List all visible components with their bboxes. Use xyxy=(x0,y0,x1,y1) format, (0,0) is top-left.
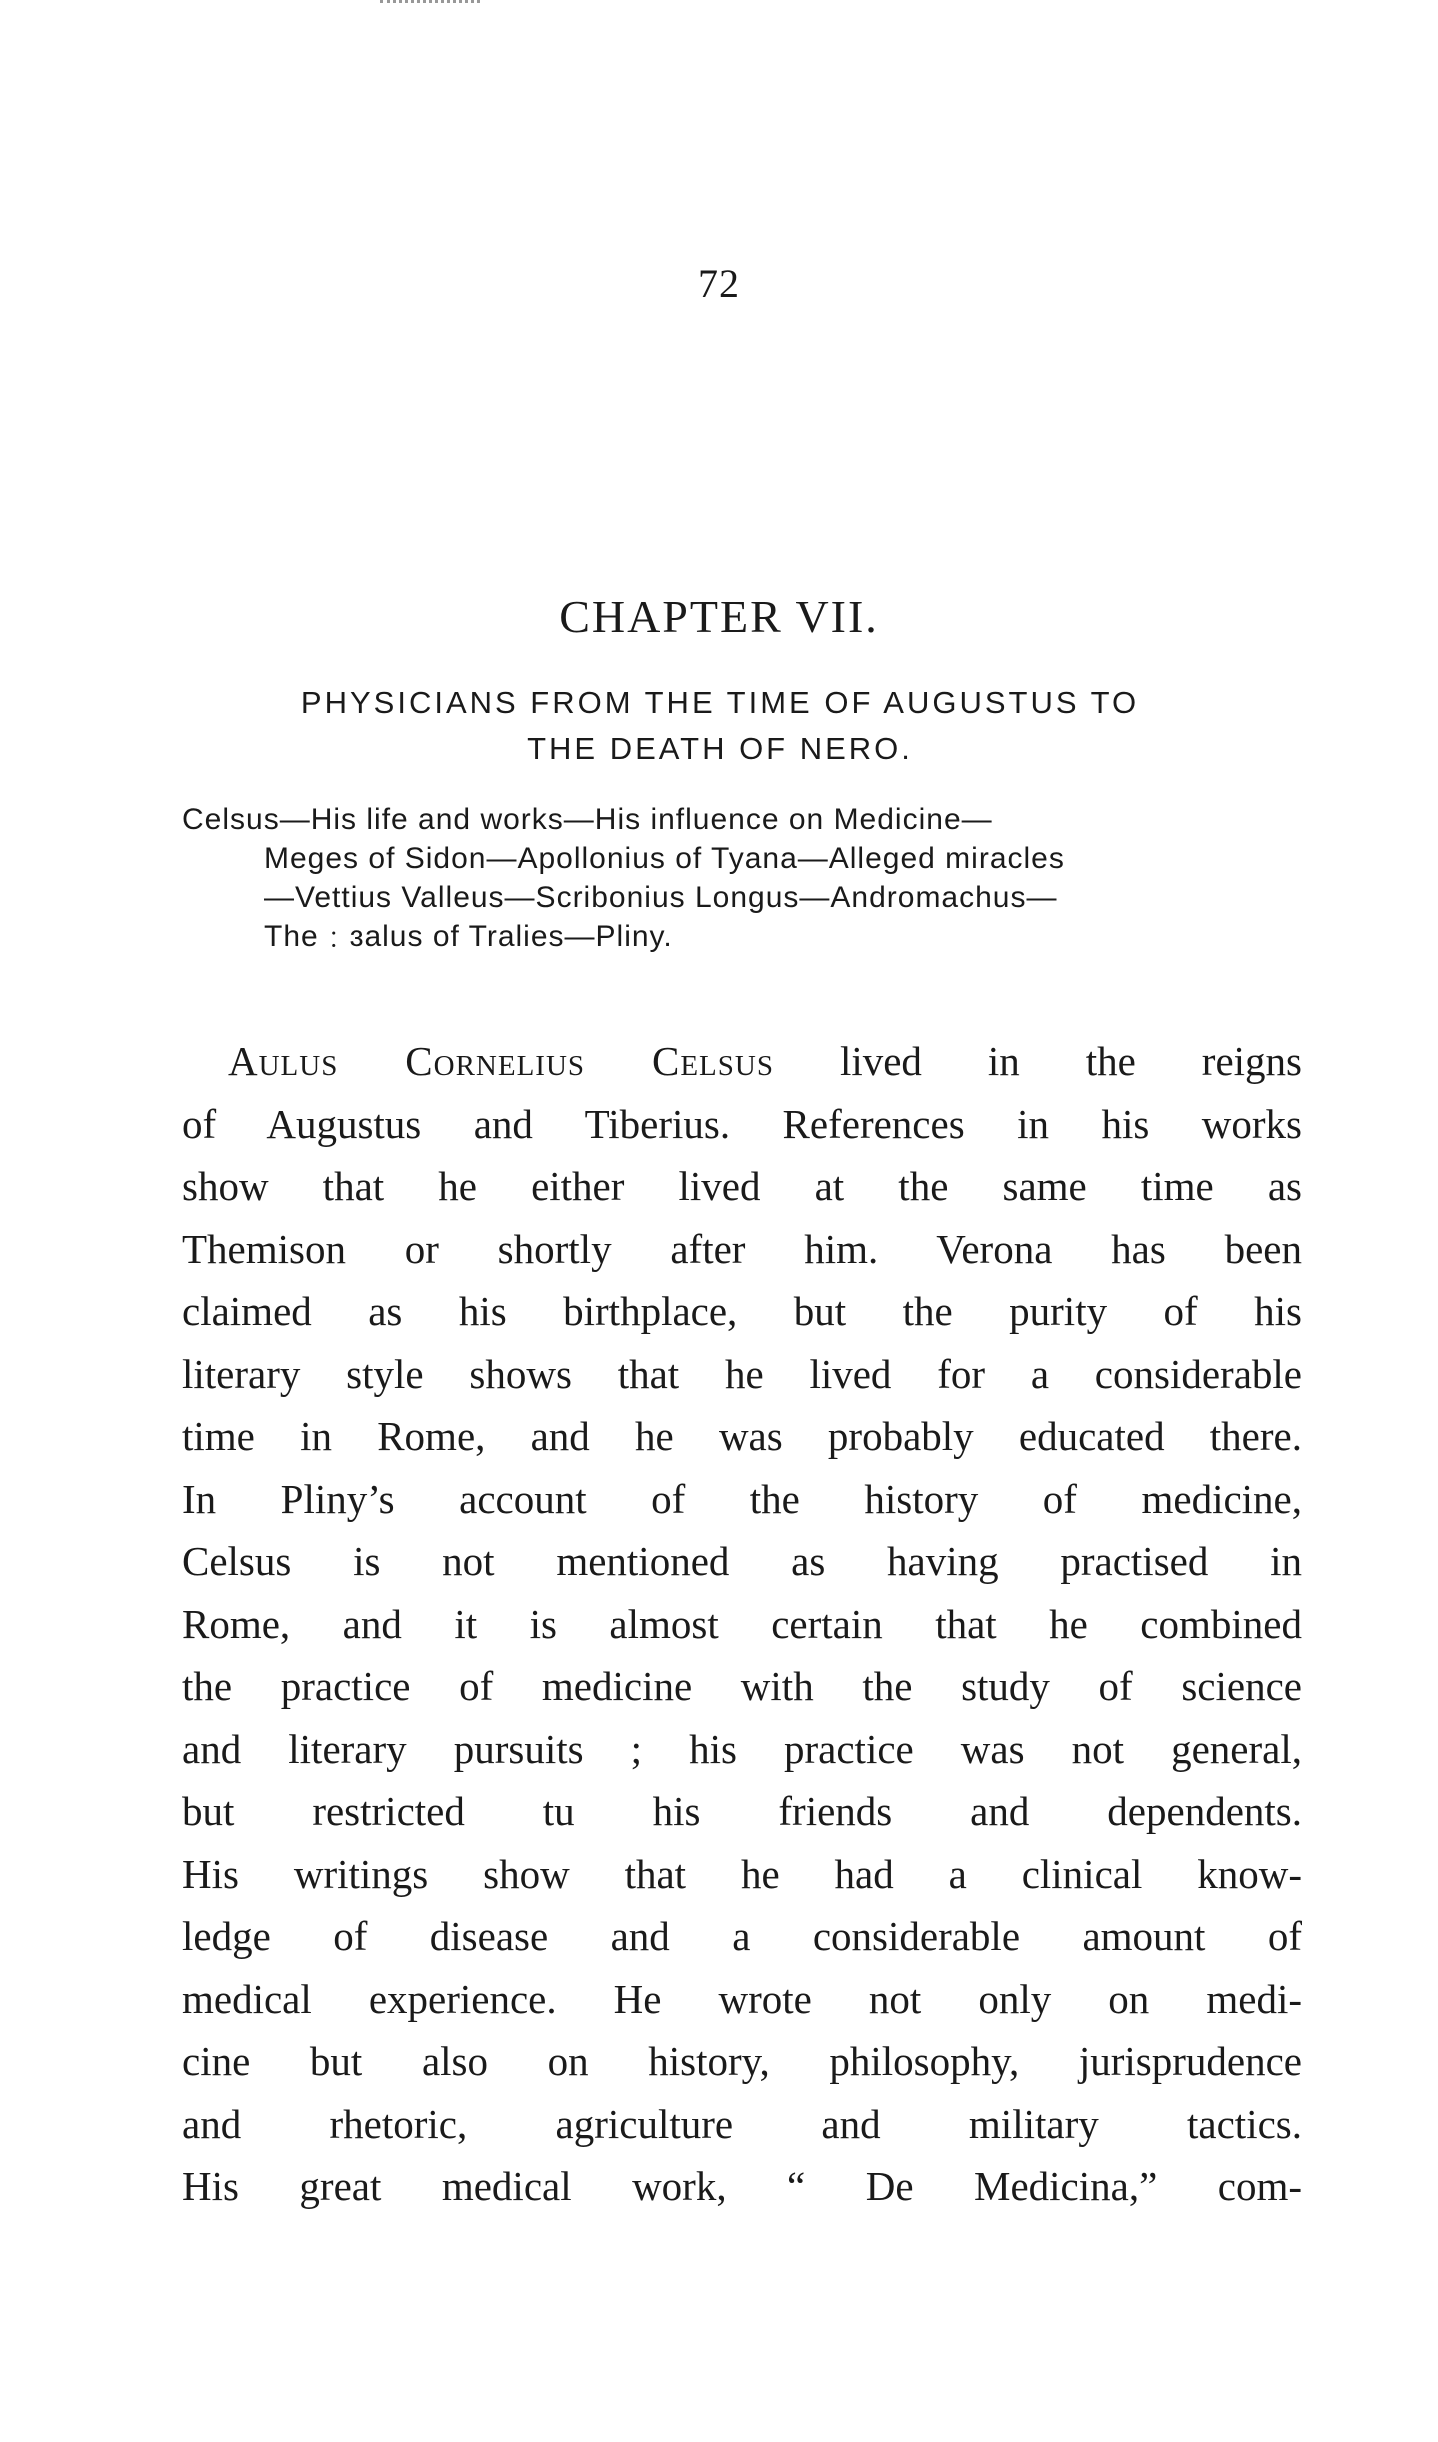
body-line: Themison or shortly after him. Verona has been xyxy=(182,1225,1302,1272)
body-line: cine but also on history, philosophy, jurisprudence xyxy=(182,2038,1302,2084)
body-line: His writings show that he had a clinical know- xyxy=(182,1850,1302,1897)
body-line: In Pliny’s account of the history of medicine, xyxy=(182,1475,1302,1522)
summary-line: Meges of Sidon—Apollonius of Tyana—Alleged miracles xyxy=(264,842,1065,875)
body-line-text: lived in the reigns xyxy=(773,1038,1302,1084)
body-line xyxy=(182,1030,1302,1093)
section-heading-line: PHYSICIANS FROM THE TIME OF AUGUSTUS TO xyxy=(300,685,1140,720)
body-line: ledge of disease and a considerable amount of xyxy=(182,1913,1302,1959)
summary-line: Celsus—His life and works—His influence on Medicine— xyxy=(182,803,993,836)
body-line: Celsus is not mentioned as having practised in xyxy=(182,1538,1302,1584)
chapter-title: CHAPTER VII. xyxy=(559,591,879,642)
chapter-summary xyxy=(182,800,1302,956)
body-line: the practice of medicine with the study of science xyxy=(182,1663,1302,1709)
body-line: His great medical work, “ De Medicina,” com- xyxy=(182,2163,1302,2209)
body-line: claimed as his birthplace, but the purity of his xyxy=(182,1288,1302,1334)
summary-line: —Vettius Valleus—Scribonius Longus—Andromachus— xyxy=(264,881,1058,914)
body-line: and literary pursuits ; his practice was not general, xyxy=(182,1725,1302,1772)
summary-line: The﹕ɜalus of Tralies—Pliny. xyxy=(264,920,673,953)
body-line: show that he either lived at the same time as xyxy=(182,1163,1302,1209)
page-number: 72 xyxy=(698,261,740,306)
scan-artifact xyxy=(380,0,480,9)
body-line: of Augustus and Tiberius. References in his works xyxy=(182,1100,1302,1147)
body-line: medical experience. He wrote not only on medi- xyxy=(182,1975,1302,2022)
body-text xyxy=(182,1030,1302,2218)
body-line: but restricted tu his friends and dependents. xyxy=(182,1788,1302,1834)
body-line: literary style shows that he lived for a considerable xyxy=(182,1350,1302,1397)
opening-smallcaps: Aulus Cornelius Celsus xyxy=(228,1038,774,1084)
body-line: time in Rome, and he was probably educated there. xyxy=(182,1413,1302,1459)
section-heading xyxy=(150,680,1290,772)
body-line: and rhetoric, agriculture and military tactics. xyxy=(182,2100,1302,2147)
body-line: Rome, and it is almost certain that he combined xyxy=(182,1600,1302,1647)
section-heading-line: THE DEATH OF NERO. xyxy=(527,731,913,766)
